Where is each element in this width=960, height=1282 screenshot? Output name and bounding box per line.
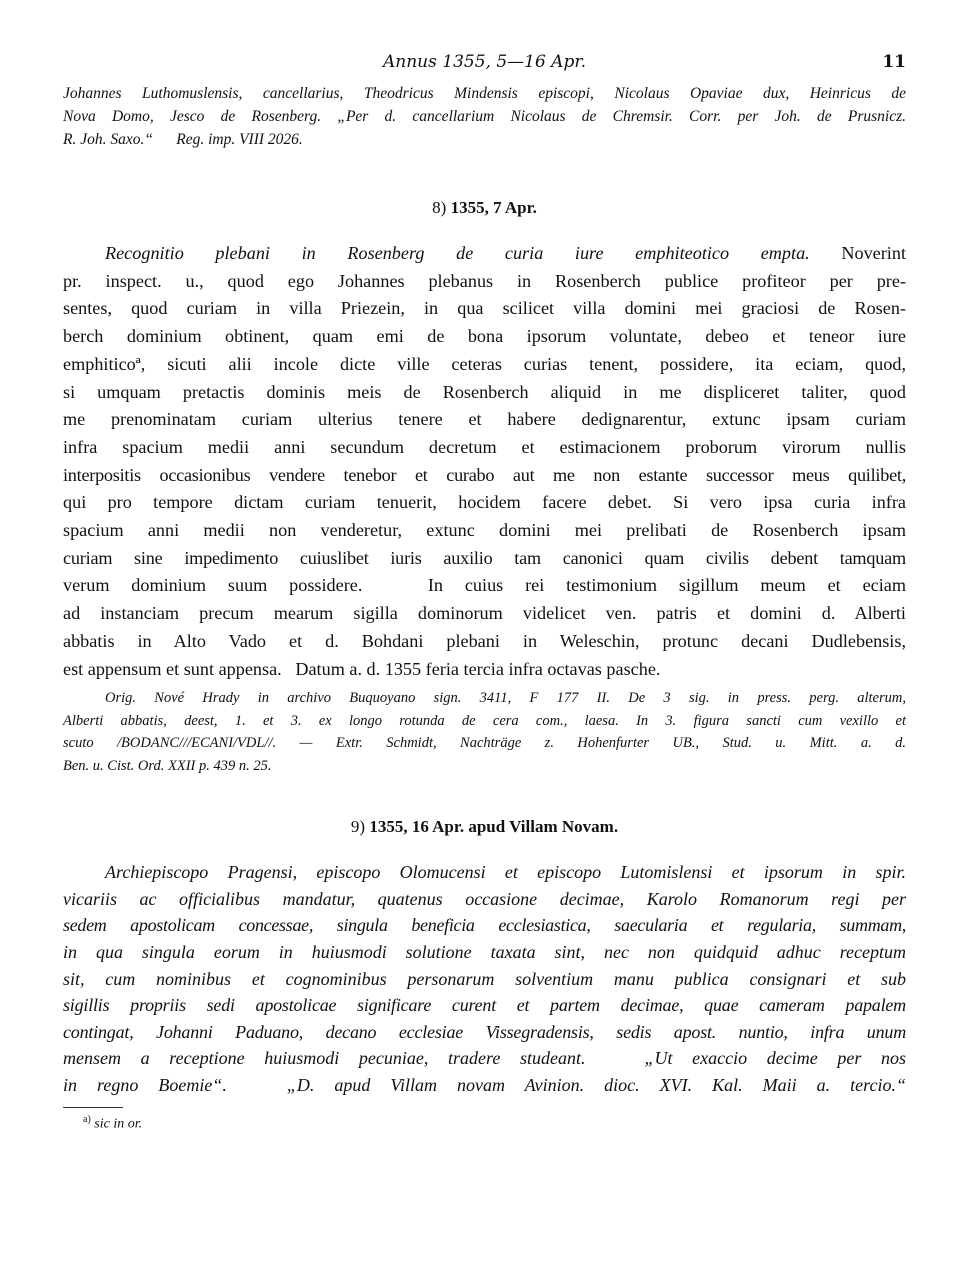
text-line: qui pro tempore dictam curiam tenuerit, hocidem facere debet. Si vero ipsa curia infra: [63, 492, 906, 513]
text-line: ad instanciam precum mearum sigilla dominorum videlicet ven. patris et domini d. Alberti: [63, 603, 906, 624]
document-9-date: 1355, 16 Apr. apud Villam Novam.: [369, 817, 619, 837]
text-line: si umquam pretactis dominis meis de Rosenberch aliquid in me displiceret taliter, quod: [63, 381, 906, 402]
document-8-text: [63, 240, 906, 683]
regest-line: vicariis ac officialibus mandatur, quatenus occasione decimae, Karolo Romanorum regi per: [63, 888, 906, 909]
document-8-date: 1355, 7 Apr.: [450, 198, 537, 217]
document-8-first-line: [63, 240, 906, 268]
document-8-heading: [63, 198, 906, 218]
text-line: Noverint: [841, 243, 906, 263]
text-line: infra spacium medii anni secundum decretum et estimacionem proborum virorum nullis: [63, 436, 906, 457]
text-line: me prenominatam curiam ulterius tenere et habere dedignarentur, extunc ipsam curiam: [63, 409, 906, 430]
note-line: Ben. u. Cist. Ord. XXII p. 439 n. 25.: [63, 757, 272, 774]
regest-line: mensem a receptione huiusmodi pecuniae, tradere studeant. „Ut exaccio decime per nos: [63, 1048, 906, 1069]
note-line: Orig. Nové Hrady in archivo Buquoyano sign. 3411, F 177 II. De 3 sig. in press. perg. alterum,: [105, 690, 906, 707]
document-9-number: 9): [350, 817, 366, 837]
regest-line: contingat, Johanni Paduano, decano ecclesiae Vissegradensis, sedis apost. nuntio, infra unum: [63, 1021, 906, 1042]
note-line: scuto /BODANC///ECANI/VDL//. — Extr. Schmidt, Nachträge z. Hohenfurter UB., Stud. u. Mitt. a. d.: [63, 735, 906, 752]
text-line: curiam sine impedimento cuiuslibet iuris auxilio tam canonici quam civilis debent tamquam: [63, 547, 906, 568]
regest-line: sedem apostolicam concessae, singula beneficia ecclesiastica, saecularia et regularia, summam,: [63, 915, 906, 936]
document-9-regest: [63, 859, 906, 1098]
previous-document-tail: [63, 82, 906, 151]
document-8-source-note: [63, 687, 906, 710]
regest-line: sit, cum nominibus et cognominibus personarum solventium manu publica consignari et sub: [63, 968, 906, 989]
regest-line: sigillis propriis sedi apostolicae significare curent et partem decimae, quae cameram papalem: [63, 995, 906, 1016]
page-header: [63, 52, 906, 80]
text-line: berch dominium obtinent, quam emi de bona ipsorum voluntate, debeo et teneor iure: [63, 326, 906, 347]
document-8-regest: Recognitio plebani in Rosenberg de curia iure emphiteotico empta.: [105, 243, 810, 263]
text-line: pr. inspect. u., quod ego Johannes plebanus in Rosenberch publice profiteor per pre-: [63, 270, 906, 291]
footnote-marker: a): [83, 1113, 91, 1125]
footnote-text: sic in or.: [94, 1116, 143, 1132]
text-line: interpositis occasionibus vendere tenebor et curabo aut me non estante successor meus quilibet,: [63, 464, 906, 485]
regest-line: in qua singula eorum in huiusmodi solutione taxata sint, nec non quidquid adhuc receptum: [63, 942, 906, 963]
document-9-heading: [63, 817, 906, 837]
text-line: emphiticoª, sicuti alii incole dicte ville ceteras curias tenent, possidere, ita eciam, quod,: [63, 353, 906, 374]
regest-line: Archiepiscopo Pragensi, episcopo Olomucensi et episcopo Lutomislensi et ipsorum in spir.: [105, 862, 906, 883]
text-line: spacium anni medii non venderetur, extunc domini mei prelibati de Rosenberch ipsam: [63, 520, 906, 541]
document-8-source-note-cont: [63, 710, 906, 778]
prev-tail-line: Johannes Luthomuslensis, cancellarius, Theodricus Mindensis episcopi, Nicolaus Opaviae dux, Heinricus de: [63, 85, 906, 102]
page-number: 11: [882, 52, 906, 72]
prev-tail-line: R. Joh. Saxo.“ Reg. imp. VIII 2026.: [63, 131, 303, 148]
footnote-divider: [63, 1107, 123, 1108]
page: [63, 52, 906, 1132]
running-title: Annus 1355, 5—16 Apr.: [383, 52, 586, 72]
text-line: est appensum et sunt appensa. Datum a. d. 1355 feria tercia infra octavas pasche.: [63, 658, 661, 679]
note-line: Alberti abbatis, deest, 1. et 3. ex longo rotunda de cera com., laesa. In 3. figura sancti cum vexillo et: [63, 712, 906, 729]
text-line: abbatis in Alto Vado et d. Bohdani plebani in Weleschin, protunc decani Dudlebensis,: [63, 630, 906, 651]
text-line: sentes, quod curiam in villa Priezein, in qua scilicet villa domini mei graciosi de Rosen-: [63, 298, 906, 319]
prev-tail-line: Nova Domo, Jesco de Rosenberg. „Per d. cancellarium Nicolaus de Chremsir. Corr. per Joh. de Prusnicz.: [63, 108, 906, 125]
regest-line: in regno Boemie“. „D. apud Villam novam Avinion. dioc. XVI. Kal. Maii a. tercio.“: [63, 1075, 906, 1095]
document-8-number: 8): [432, 198, 447, 217]
footnote: [83, 1114, 906, 1133]
text-line: verum dominium suum possidere. In cuius rei testimonium sigillum meum et eciam: [63, 575, 906, 596]
